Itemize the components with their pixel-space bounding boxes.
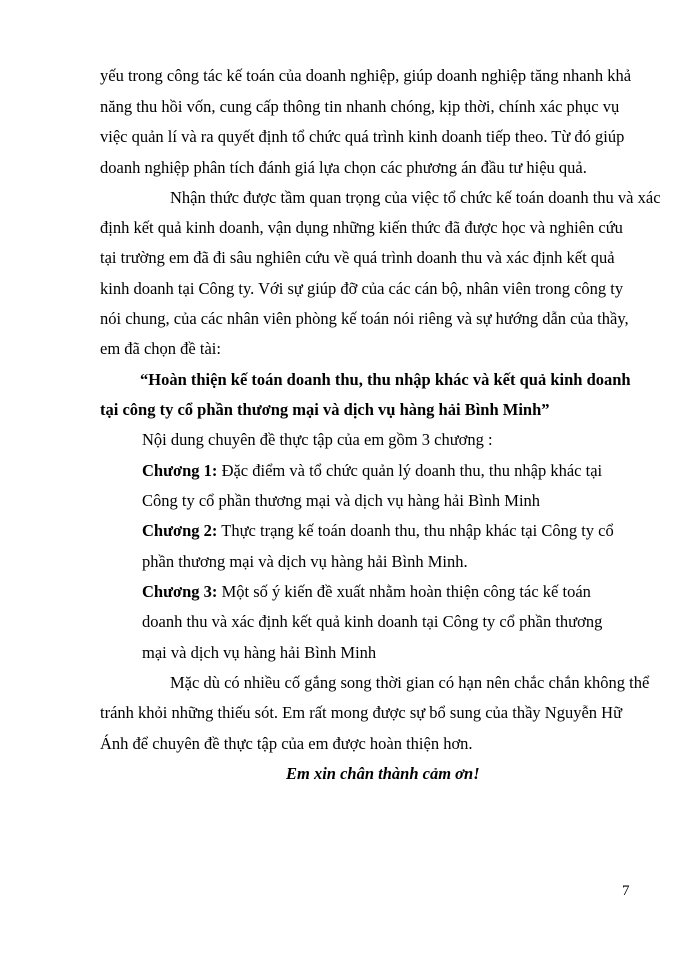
- thanks-line: Em xin chân thành cảm ơn!: [286, 764, 480, 783]
- closing-line-2: tránh khỏi những thiếu sót. Em rất mong được sự bổ sung của thầy Nguyễn Hữ: [100, 703, 623, 722]
- chapter-3-label: Chương 3:: [142, 582, 218, 601]
- chapter-3-line-1: [142, 582, 591, 602]
- chapter-1-line-1: [142, 461, 602, 481]
- chapter-3-line-2: doanh thu và xác định kết quả kinh doanh tại Công ty cổ phần thương: [142, 612, 603, 631]
- chapter-3-text: Một số ý kiến đề xuất nhằm hoàn thiện công tác kế toán: [217, 582, 591, 601]
- topic-line-2: tại công ty cổ phần thương mại và dịch vụ hàng hải Bình Minh”: [100, 400, 550, 419]
- paragraph-1-line-2: năng thu hồi vốn, cung cấp thông tin nhanh chóng, kịp thời, chính xác phục vụ: [100, 97, 620, 116]
- paragraph-2-line-5: nói chung, của các nhân viên phòng kế toán nói riêng và sự hướng dẫn của thầy,: [100, 309, 629, 328]
- chapter-2-label: Chương 2:: [142, 521, 218, 540]
- paragraph-1-line-3: việc quản lí và ra quyết định tổ chức quá trình kinh doanh tiếp theo. Từ đó giúp: [100, 127, 625, 146]
- chapter-1-text: Đặc điểm và tổ chức quản lý doanh thu, thu nhập khác tại: [217, 461, 603, 480]
- chapter-2-line-1: [142, 521, 614, 541]
- paragraph-2-line-3: tại trường em đã đi sâu nghiên cứu về quá trình doanh thu và xác định kết quả: [100, 248, 615, 267]
- paragraph-2-line-1: Nhận thức được tầm quan trọng của việc tổ chức kế toán doanh thu và xác: [170, 188, 661, 207]
- paragraph-2-line-4: kinh doanh tại Công ty. Với sự giúp đỡ của các cán bộ, nhân viên trong công ty: [100, 279, 624, 298]
- chapter-2-line-2: phần thương mại và dịch vụ hàng hải Bình Minh.: [142, 552, 468, 571]
- paragraph-2-line-6: em đã chọn đề tài:: [100, 339, 221, 358]
- chapter-1-line-2: Công ty cổ phần thương mại và dịch vụ hàng hải Bình Minh: [142, 491, 541, 510]
- topic-line-1: “Hoàn thiện kế toán doanh thu, thu nhập khác và kết quả kinh doanh: [140, 370, 631, 389]
- contents-intro: Nội dung chuyên đề thực tập của em gồm 3 chương :: [142, 430, 493, 449]
- page-number: 7: [622, 883, 630, 899]
- chapter-3-line-3: mại và dịch vụ hàng hải Bình Minh: [142, 643, 377, 662]
- closing-line-1: Mặc dù có nhiều cố gắng song thời gian có hạn nên chắc chắn không thể: [170, 673, 650, 692]
- chapter-2-text: Thực trạng kế toán doanh thu, thu nhập khác tại Công ty cổ: [217, 521, 614, 540]
- paragraph-1-line-4: doanh nghiệp phân tích đánh giá lựa chọn các phương án đầu tư hiệu quả.: [100, 158, 587, 177]
- closing-line-3: Ánh để chuyên đề thực tập của em được hoàn thiện hơn.: [100, 734, 473, 753]
- paragraph-1-line-1: yếu trong công tác kế toán của doanh nghiệp, giúp doanh nghiệp tăng nhanh khả: [100, 66, 632, 85]
- chapter-1-label: Chương 1:: [142, 461, 218, 480]
- paragraph-2-line-2: định kết quả kinh doanh, vận dụng những kiến thức đã được học và nghiên cứu: [100, 218, 623, 237]
